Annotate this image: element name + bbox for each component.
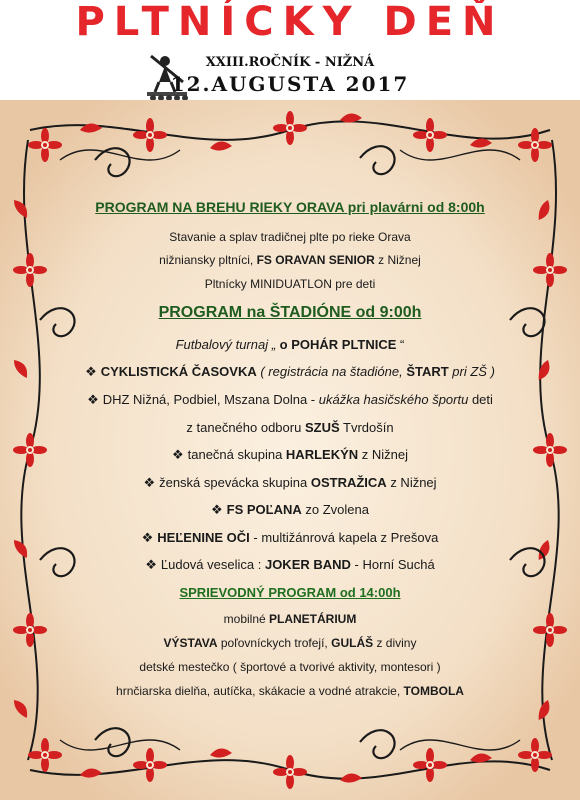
side-line-attractions: hrnčiarska dielňa, autíčka, skákacie a vodné atrakcie, TOMBOLA xyxy=(116,684,464,698)
stadium-line-firefighters: ❖ DHZ Nižná, Podbiel, Mszana Dolna - ukážka hasičského športu deti xyxy=(87,392,493,407)
river-line-miniduatlon: Pltnícky MINIDUATLON pre deti xyxy=(204,277,376,291)
side-line-kids-town: detské mestečko ( športové a tvorivé aktivity, montesori ) xyxy=(139,660,441,674)
stadium-program-heading: PROGRAM na ŠTADIÓNE od 9:00h xyxy=(158,304,422,321)
poster-title: PLTNÍCKY DEŇ xyxy=(75,0,505,45)
river-line-raftsmen: nižniansky pltníci, FS ORAVAN SENIOR z Nižnej xyxy=(159,253,421,267)
river-line-raft: Stavanie a splav tradičnej plte po rieke Orava xyxy=(169,230,411,244)
stadium-line-ostrazica: ❖ ženská spevácka skupina OSTRAŽICA z Nižnej xyxy=(143,475,437,490)
side-line-planetarium: mobilné PLANETÁRIUM xyxy=(223,612,357,626)
side-line-exhibition: VÝSTAVA poľovníckych trofejí, GULÁŠ z diviny xyxy=(163,636,417,650)
edition-subtitle: XXIII.ROČNÍK - NIŽNÁ xyxy=(205,55,375,70)
stadium-line-harlekyn: ❖ tanečná skupina HARLEKÝN z Nižnej xyxy=(171,447,409,462)
event-date: 12.AUGUSTA 2017 xyxy=(170,72,410,96)
stadium-line-football: Futbalový turnaj „ o POHÁR PLTNICE “ xyxy=(175,337,405,352)
side-program-heading: SPRIEVODNÝ PROGRAM od 14:00h xyxy=(179,585,401,600)
stadium-line-joker: ❖ Ľudová veselica : JOKER BAND - Horní Suchá xyxy=(145,557,435,572)
stadium-line-helenine: ❖ HEĽENINE OČI - multižánrová kapela z Prešova xyxy=(141,530,439,545)
stadium-line-polana: ❖ FS POĽANA zo Zvolena xyxy=(211,502,369,517)
river-program-heading: PROGRAM NA BREHU RIEKY ORAVA pri plavárni od 8:00h xyxy=(95,199,485,215)
stadium-line-cycling: ❖ CYKLISTICKÁ ČASOVKA ( registrácia na štadióne, ŠTART pri ZŠ ) xyxy=(85,364,495,379)
stadium-line-szus: z tanečného odboru SZUŠ Tvrdošín xyxy=(186,420,394,435)
